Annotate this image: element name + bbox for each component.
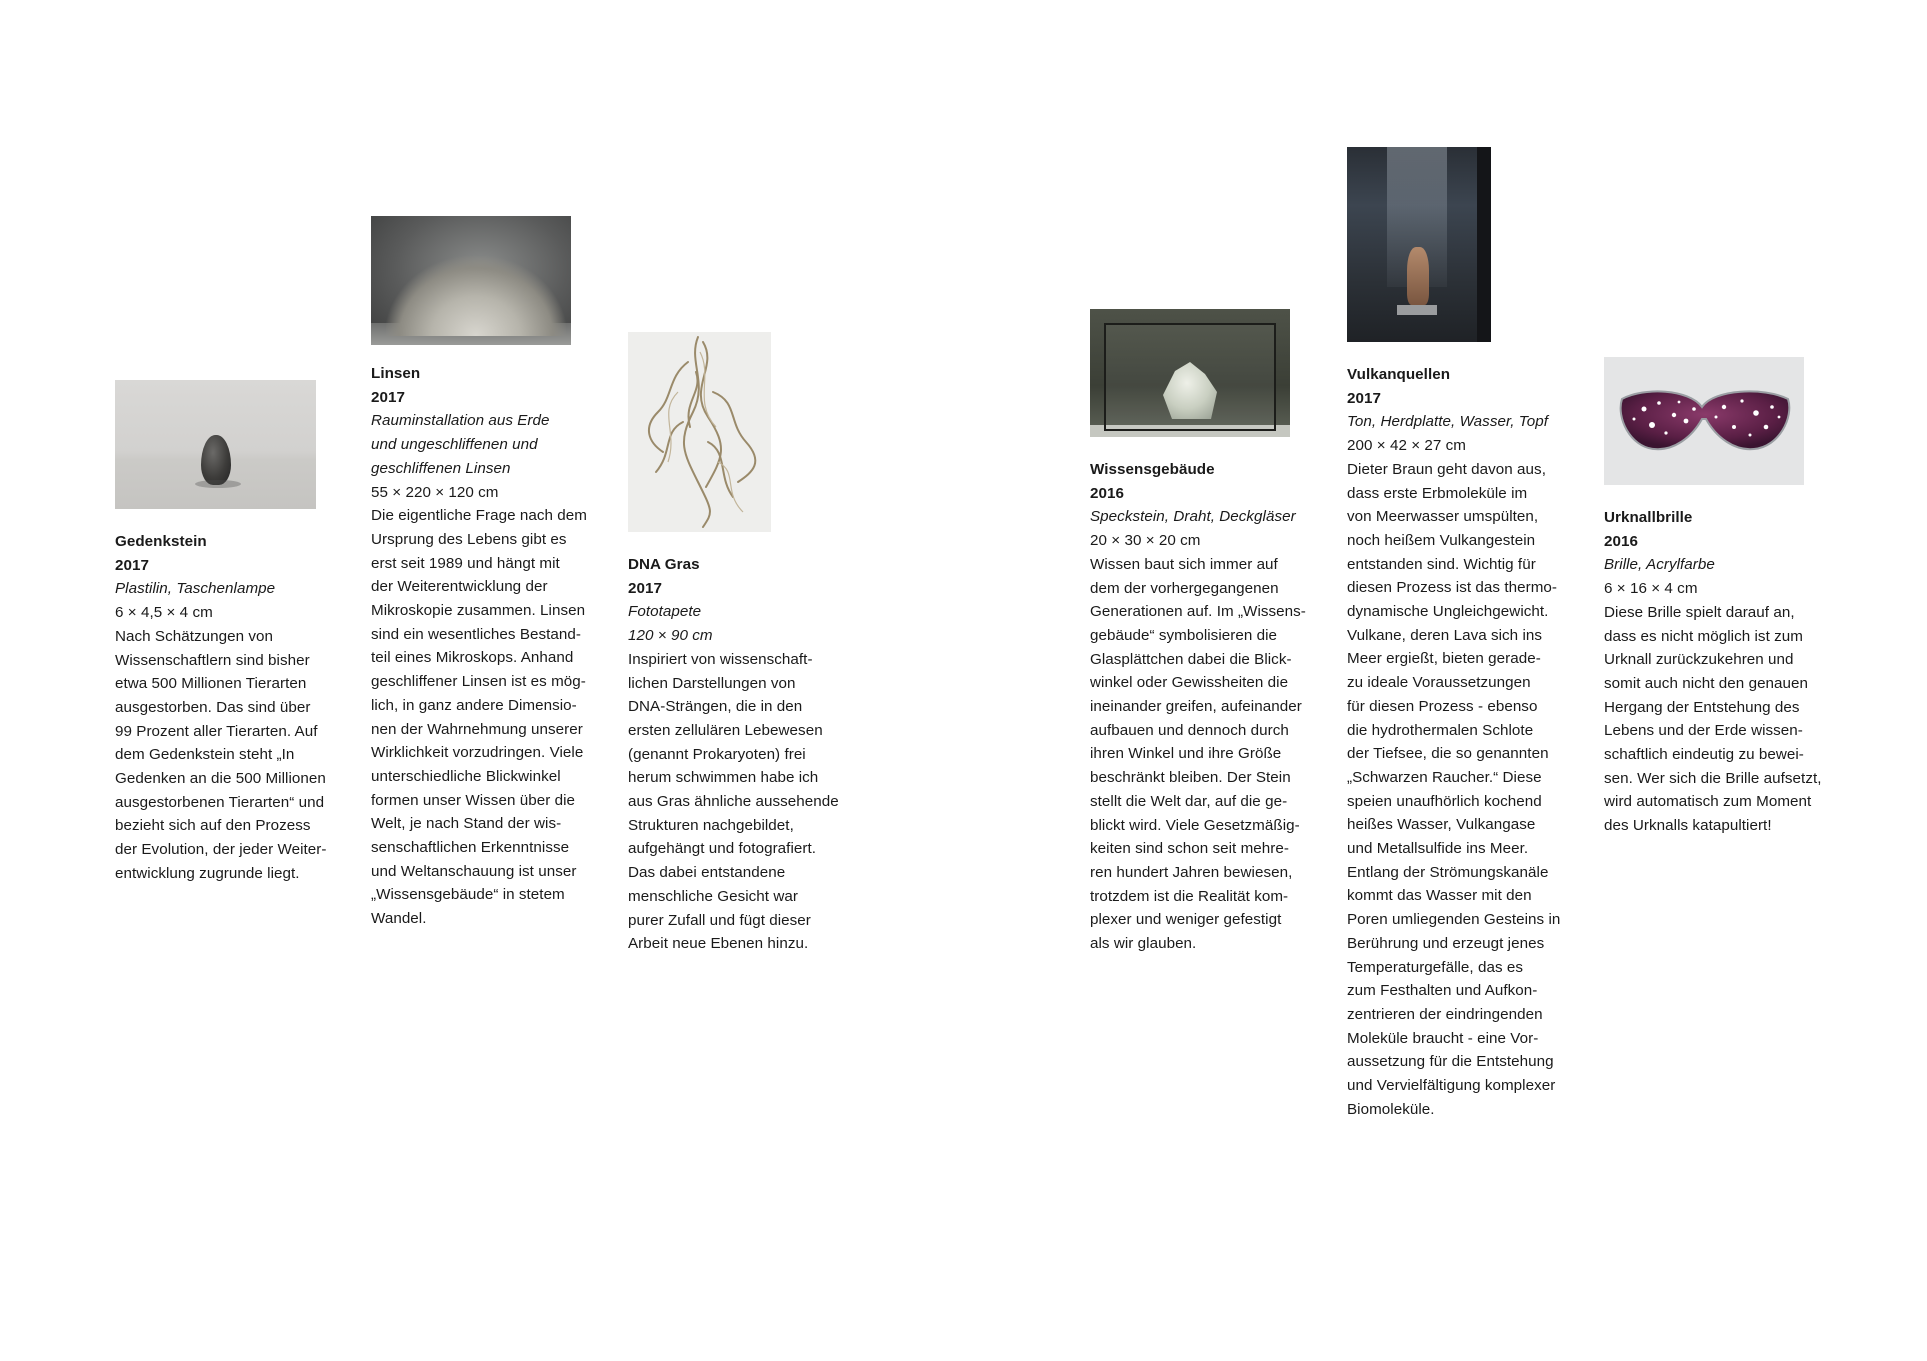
urknallbrille-photo	[1604, 357, 1804, 485]
text-line: senschaftlichen Erkenntnisse	[371, 839, 570, 857]
work-dimensions: 200 × 42 × 27 cm	[1347, 437, 1467, 455]
text-line: der Tiefsee, die so genannten	[1347, 745, 1549, 763]
text-line: 99 Prozent aller Tierarten. Auf	[115, 722, 318, 740]
work-description	[1347, 458, 1579, 1122]
text-line: Temperaturgefälle, das es	[1347, 958, 1524, 976]
text-line: „Wissensgebäude“ in stetem	[371, 886, 565, 904]
text-line: teil eines Mikroskops. Anhand	[371, 649, 574, 667]
text-line: somit auch nicht den genauen	[1604, 674, 1809, 692]
text-line: dem Gedenkstein steht „In	[115, 746, 295, 764]
work-year: 2016	[1604, 532, 1638, 550]
text-line: schaftlich eindeutig zu bewei-	[1604, 746, 1804, 764]
text-line: Ursprung des Lebens gibt es	[371, 530, 567, 548]
text-line: Moleküle braucht - eine Vor-	[1347, 1029, 1539, 1047]
linsen-photo	[371, 216, 571, 345]
text-line: dynamische Ungleichgewicht.	[1347, 603, 1549, 621]
text-line: Welt, je nach Stand der wis-	[371, 815, 562, 833]
text-line: zum Festhalten und Aufkon-	[1347, 982, 1538, 1000]
work-vulkanquellen	[1347, 147, 1579, 1122]
text-line: von Meerwasser umspülten,	[1347, 508, 1539, 526]
text-line: stellt die Welt dar, auf die ge-	[1090, 792, 1288, 810]
work-dna-gras	[628, 332, 860, 956]
text-line: Diese Brille spielt darauf an,	[1604, 603, 1795, 621]
text-line: Nach Schätzungen von	[115, 627, 274, 645]
text-line: „Schwarzen Raucher.“ Diese	[1347, 768, 1542, 786]
work-title: Urknallbrille	[1604, 509, 1693, 526]
work-description	[115, 625, 347, 886]
text-line: Vulkane, deren Lava sich ins	[1347, 626, 1543, 644]
work-dimensions: 20 × 30 × 20 cm	[1090, 532, 1201, 550]
text-line: etwa 500 Millionen Tierarten	[115, 675, 307, 693]
work-title: DNA Gras	[628, 556, 700, 573]
text-line: Poren umliegenden Gesteins in	[1347, 911, 1561, 929]
text-line: lich, in ganz andere Dimensio-	[371, 696, 577, 714]
text-line: Inspiriert von wissenschaft-	[628, 650, 813, 668]
work-description	[371, 504, 603, 931]
text-line: dem der vorhergegangenen	[1090, 579, 1279, 597]
text-line: geschliffener Linsen ist es mög-	[371, 673, 586, 691]
text-line: dass es nicht möglich ist zum	[1604, 627, 1803, 645]
text-line: für diesen Prozess - ebenso	[1347, 697, 1538, 715]
text-line: und ungeschliffenen und	[371, 436, 538, 454]
text-line: Berührung und erzeugt jenes	[1347, 934, 1545, 952]
work-year: 2017	[1347, 389, 1381, 407]
gedenkstein-caption	[115, 530, 347, 886]
work-year: 2016	[1090, 484, 1124, 502]
text-line: formen unser Wissen über die	[371, 791, 575, 809]
text-line: aufbauen und dennoch durch	[1090, 721, 1289, 739]
work-dimensions: 6 × 4,5 × 4 cm	[115, 604, 213, 622]
text-line: Glasplättchen dabei die Blick-	[1090, 650, 1292, 668]
text-line: Arbeit neue Ebenen hinzu.	[628, 935, 809, 953]
dna-gras-caption	[628, 553, 860, 956]
text-line: Wissenschaftlern sind bisher	[115, 651, 310, 669]
text-line: entstanden sind. Wichtig für	[1347, 555, 1536, 573]
text-line: trotzdem ist die Realität kom-	[1090, 887, 1289, 905]
text-line: und Metallsulfide ins Meer.	[1347, 840, 1529, 858]
text-line: der Weiterentwicklung der	[371, 578, 548, 596]
text-line: ihren Winkel und ihre Größe	[1090, 745, 1282, 763]
grass-strands-icon	[628, 332, 771, 532]
text-line: ausgestorben. Das sind über	[115, 698, 311, 716]
text-line: herum schwimmen habe ich	[628, 769, 819, 787]
dna-gras-photo	[628, 332, 771, 532]
work-material: Plastilin, Taschenlampe	[115, 580, 276, 598]
work-dimensions: 6 × 16 × 4 cm	[1604, 580, 1698, 598]
text-line: Generationen auf. Im „Wissens-	[1090, 603, 1306, 621]
text-line: Hergang der Entstehung des	[1604, 698, 1800, 716]
work-linsen	[371, 216, 603, 931]
wissensgebaeude-caption	[1090, 458, 1322, 956]
text-line: speien unaufhörlich kochend	[1347, 792, 1542, 810]
work-material: Speckstein, Draht, Deckgläser	[1090, 508, 1296, 526]
text-line: heißes Wasser, Vulkangase	[1347, 816, 1536, 834]
text-line: blickt wird. Viele Gesetzmäßig-	[1090, 816, 1300, 834]
text-line: zentrieren der eindringenden	[1347, 1005, 1543, 1023]
text-line: aussetzung für die Entstehung	[1347, 1053, 1554, 1071]
vulkanquellen-photo	[1347, 147, 1491, 342]
text-line: winkel oder Gewissheiten die	[1090, 674, 1289, 692]
text-line: bezieht sich auf den Prozess	[115, 817, 311, 835]
text-line: geschliffenen Linsen	[371, 459, 511, 477]
text-line: purer Zufall und fügt dieser	[628, 911, 811, 929]
text-line: (genannt Prokaryoten) frei	[628, 745, 806, 763]
text-line: Dieter Braun geht davon aus,	[1347, 460, 1546, 478]
gedenkstein-photo	[115, 380, 316, 509]
work-gedenkstein	[115, 380, 347, 886]
text-line: und Weltanschauung ist unser	[371, 862, 577, 880]
text-line: und Vervielfältigung komplexer	[1347, 1077, 1556, 1095]
text-line: dass erste Erbmoleküle im	[1347, 484, 1528, 502]
text-line: beschränkt bleiben. Der Stein	[1090, 769, 1291, 787]
text-line: ren hundert Jahren bewiesen,	[1090, 863, 1293, 881]
text-line: die hydrothermalen Schlote	[1347, 721, 1534, 739]
vulkanquellen-caption	[1347, 363, 1579, 1122]
work-title: Vulkanquellen	[1347, 366, 1451, 383]
text-line: diesen Prozess ist das thermo-	[1347, 579, 1557, 597]
text-line: Wandel.	[371, 910, 427, 928]
text-line: Rauminstallation aus Erde	[371, 412, 550, 430]
linsen-caption	[371, 362, 603, 931]
text-line: Meer ergießt, bieten gerade-	[1347, 650, 1541, 668]
work-dimensions: 55 × 220 × 120 cm	[371, 483, 499, 501]
wissensgebaeude-photo	[1090, 309, 1290, 437]
text-line: als wir glauben.	[1090, 935, 1197, 953]
text-line: erst seit 1989 und hängt mit	[371, 554, 560, 572]
text-line: Lebens und der Erde wissen-	[1604, 722, 1803, 740]
work-year: 2017	[628, 579, 662, 597]
text-line: ersten zellulären Lebewesen	[628, 721, 823, 739]
text-line: des Urknalls katapultiert!	[1604, 817, 1772, 835]
text-line: Das dabei entstandene	[628, 864, 786, 882]
work-wissensgebaeude	[1090, 309, 1322, 956]
text-line: ausgestorbenen Tierarten“ und	[115, 793, 325, 811]
work-dimensions: 120 × 90 cm	[628, 627, 713, 645]
text-line: keiten sind schon seit mehre-	[1090, 840, 1289, 858]
text-line: wird automatisch zum Moment	[1604, 793, 1812, 811]
work-description	[1090, 553, 1322, 956]
work-title: Linsen	[371, 365, 421, 382]
work-title: Gedenkstein	[115, 533, 207, 550]
work-description	[628, 648, 860, 956]
text-line: Strukturen nachgebildet,	[628, 816, 794, 834]
work-year: 2017	[371, 388, 405, 406]
text-line: Wissen baut sich immer auf	[1090, 555, 1278, 573]
text-line: unterschiedliche Blickwinkel	[371, 767, 561, 785]
text-line: aufgehängt und fotografiert.	[628, 840, 817, 858]
text-line: Gedenken an die 500 Millionen	[115, 770, 326, 788]
text-line: zu ideale Voraussetzungen	[1347, 674, 1531, 692]
text-line: nen der Wahrnehmung unserer	[371, 720, 583, 738]
text-line: DNA-Strängen, die in den	[628, 698, 803, 716]
work-material: Brille, Acrylfarbe	[1604, 556, 1715, 574]
work-material: Ton, Herdplatte, Wasser, Topf	[1347, 413, 1548, 431]
text-line: noch heißem Vulkangestein	[1347, 531, 1536, 549]
work-title: Wissensgebäude	[1090, 461, 1215, 478]
text-line: menschliche Gesicht war	[628, 887, 798, 905]
glasses-icon	[1604, 357, 1804, 485]
text-line: gebäude“ symbolisieren die	[1090, 626, 1278, 644]
work-description	[1604, 601, 1836, 838]
work-material: Fototapete	[628, 603, 702, 621]
text-line: Wirklichkeit vorzudringen. Viele	[371, 744, 584, 762]
work-year: 2017	[115, 556, 149, 574]
text-line: entwicklung zugrunde liegt.	[115, 864, 300, 882]
text-line: Mikroskopie zusammen. Linsen	[371, 602, 586, 620]
text-line: Biomoleküle.	[1347, 1100, 1435, 1118]
urknallbrille-caption	[1604, 506, 1836, 838]
text-line: der Evolution, der jeder Weiter-	[115, 841, 327, 859]
text-line: Die eigentliche Frage nach dem	[371, 507, 587, 525]
text-line: sind ein wesentliches Bestand-	[371, 625, 582, 643]
text-line: plexer und weniger gefestigt	[1090, 911, 1282, 929]
text-line: Entlang der Strömungskanäle	[1347, 863, 1549, 881]
text-line: ineinander greifen, aufeinander	[1090, 698, 1302, 716]
text-line: sen. Wer sich die Brille aufsetzt,	[1604, 769, 1822, 787]
text-line: Urknall zurückzukehren und	[1604, 651, 1794, 669]
text-line: lichen Darstellungen von	[628, 674, 796, 692]
text-line: aus Gras ähnliche aussehende	[628, 793, 839, 811]
work-material	[371, 409, 603, 480]
work-urknallbrille	[1604, 357, 1836, 838]
text-line: kommt das Wasser mit den	[1347, 887, 1532, 905]
